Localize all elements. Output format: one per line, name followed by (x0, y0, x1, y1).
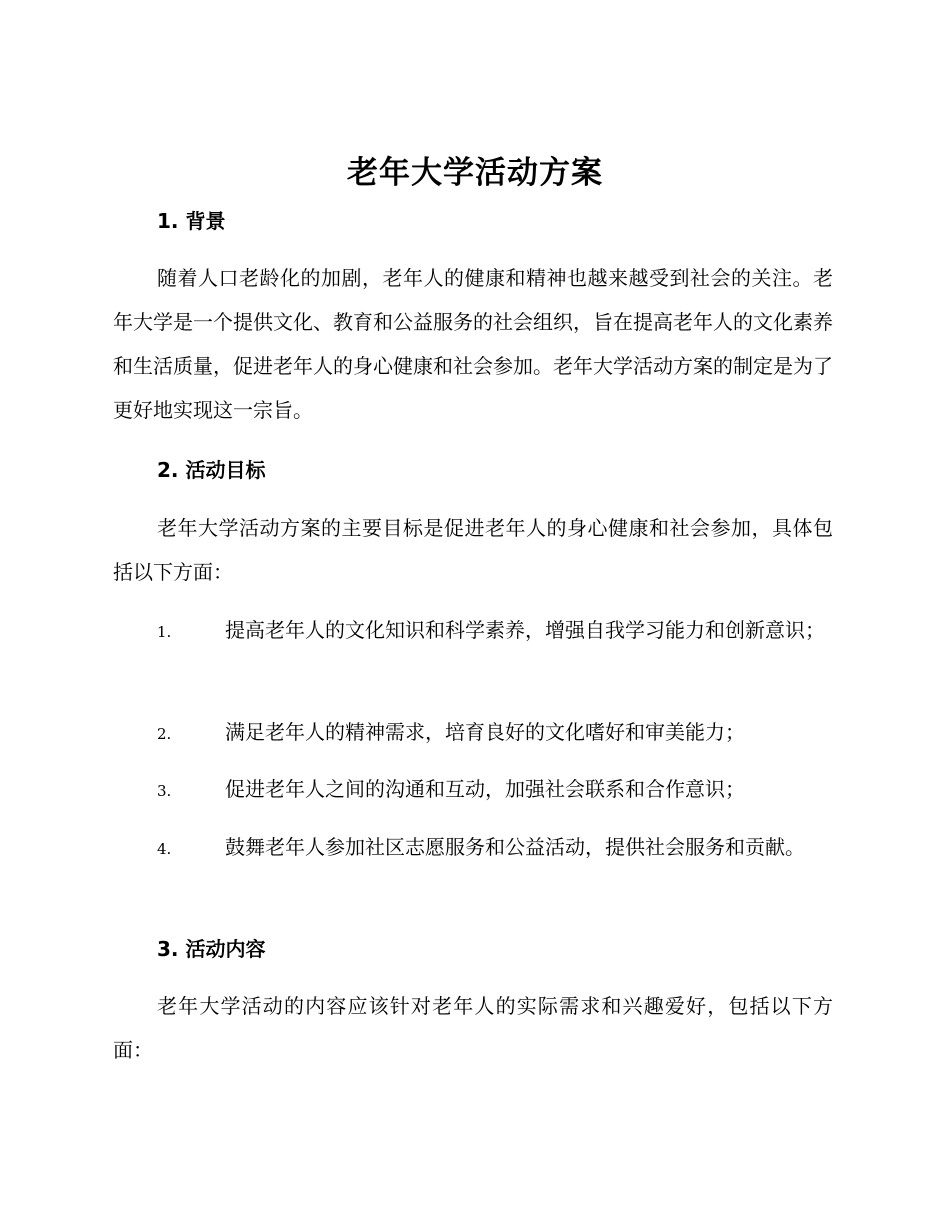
list-item-text: 满足老年人的精神需求，培育良好的文化嗜好和审美能力； (225, 720, 745, 744)
section-heading-goals: 2. 活动目标 (157, 458, 266, 482)
list-item (113, 825, 833, 871)
list-item (113, 767, 833, 813)
section-heading-content: 3. 活动内容 (157, 937, 266, 961)
list-item (113, 608, 833, 654)
list-item-number: 1. (157, 623, 172, 641)
list-item-text: 提高老年人的文化知识和科学素养，增强自我学习能力和创新意识； (225, 618, 825, 642)
section-heading-background: 1. 背景 (157, 209, 226, 233)
section-paragraph-background: 随着人口老龄化的加剧，老年人的健康和精神也越来越受到社会的关注。老年大学是一个提供文化、教育和公益服务的社会组织，旨在提高老年人的文化素养和生活质量，促进老年人的身心健康和社会参加。老年大学活动方案的制定是为了更好地实现这一宗旨。 (113, 266, 833, 422)
list-item (113, 710, 833, 756)
list-item-number: 3. (157, 782, 172, 800)
section-paragraph-content: 老年大学活动的内容应该针对老年人的实际需求和兴趣爱好，包括以下方面： (113, 994, 833, 1062)
list-item-text: 促进老年人之间的沟通和互动，加强社会联系和合作意识； (225, 777, 745, 801)
document-title: 老年大学活动方案 (347, 155, 603, 191)
list-item-text: 鼓舞老年人参加社区志愿服务和公益活动，提供社会服务和贡献。 (225, 835, 805, 859)
section-paragraph-goals: 老年大学活动方案的主要目标是促进老年人的身心健康和社会参加，具体包括以下方面： (113, 516, 833, 584)
list-item-number: 2. (157, 725, 172, 743)
list-item-number: 4. (157, 840, 172, 858)
